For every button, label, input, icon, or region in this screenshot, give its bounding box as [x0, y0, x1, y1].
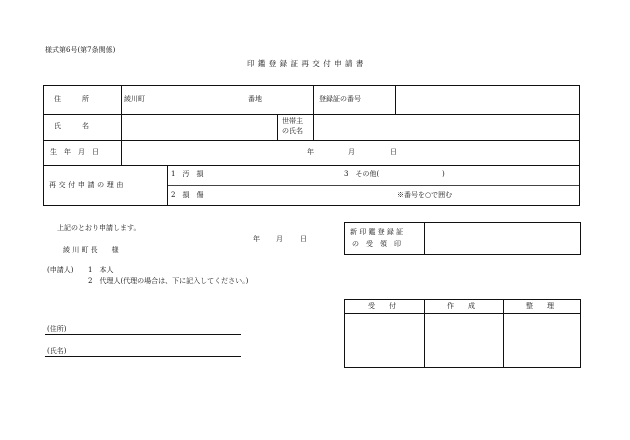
application-year-label: 年	[253, 235, 260, 243]
recv-col-divider	[503, 300, 504, 367]
birth-year-label: 年	[307, 148, 314, 156]
household-head-field[interactable]	[315, 115, 579, 139]
reason-option-3[interactable]: 3 その他(	[344, 170, 380, 178]
office-col-organized: 整 理	[526, 302, 554, 310]
proxy-address-label: (住所)	[47, 325, 67, 333]
proxy-name-line[interactable]	[45, 356, 241, 357]
registration-number-label: 登録証の番号	[319, 95, 361, 103]
reason-option-2[interactable]: 2 損 傷	[171, 191, 204, 199]
addressee: 綾 川 町 長 様	[63, 246, 119, 254]
applicant-option-self[interactable]: 1 本人	[88, 266, 114, 274]
proxy-address-line[interactable]	[45, 334, 241, 335]
reason-label: 再 交 付 申 請 の 理 由	[49, 181, 124, 189]
household-head-label-2: の氏名	[282, 127, 303, 135]
address-town: 綾川町	[124, 95, 145, 103]
name-label: 氏 名	[54, 122, 89, 130]
row-divider	[44, 140, 580, 141]
seal-label-1: 新 印 鑑 登 録 証	[350, 228, 404, 236]
birth-date-label: 生 年 月 日	[50, 148, 99, 156]
office-col-received: 受 付	[368, 302, 396, 310]
birth-day-label: 日	[390, 148, 397, 156]
application-table	[43, 85, 580, 206]
reason-divider	[167, 185, 579, 186]
recv-col-divider	[424, 300, 425, 367]
reason-option-3-close: )	[442, 170, 445, 178]
name-field[interactable]	[123, 115, 275, 139]
reason-col-divider	[167, 165, 168, 206]
address-label: 住 所	[54, 95, 89, 103]
seal-receipt-box	[344, 222, 581, 255]
form-title: 印 鑑 登 録 証 再 交 付 申 請 書	[247, 59, 364, 68]
office-use-table	[344, 299, 581, 368]
row-divider	[44, 165, 580, 166]
col-divider	[395, 86, 396, 114]
seal-label-2: の 受 領 印	[352, 240, 401, 248]
office-col-prepared: 作 成	[447, 302, 475, 310]
col-divider	[313, 114, 314, 140]
seal-stamp-area[interactable]	[426, 224, 578, 253]
reason-option-1[interactable]: 1 汚 損	[171, 170, 204, 178]
proxy-name-label: (氏名)	[47, 347, 67, 355]
applicant-label: (申請人)	[47, 266, 74, 274]
birth-month-label: 月	[348, 148, 355, 156]
application-month-label: 月	[276, 235, 283, 243]
application-statement: 上記のとおり申請します。	[57, 224, 141, 232]
recv-header-divider	[345, 313, 580, 314]
address-banchi: 番地	[248, 95, 262, 103]
registration-number-field[interactable]	[397, 88, 579, 112]
reason-note: ※番号を○で囲む	[397, 191, 453, 199]
col-divider	[313, 86, 314, 114]
label-col-divider	[121, 86, 122, 165]
household-head-label-1: 世帯主	[282, 117, 303, 125]
application-day-label: 日	[300, 235, 307, 243]
form-number: 様式第6号(第7条関係)	[45, 46, 116, 54]
applicant-option-proxy[interactable]: 2 代理人(代理の場合は、下に記入してください。)	[88, 277, 249, 285]
col-divider	[277, 114, 278, 140]
seal-divider	[424, 223, 425, 254]
